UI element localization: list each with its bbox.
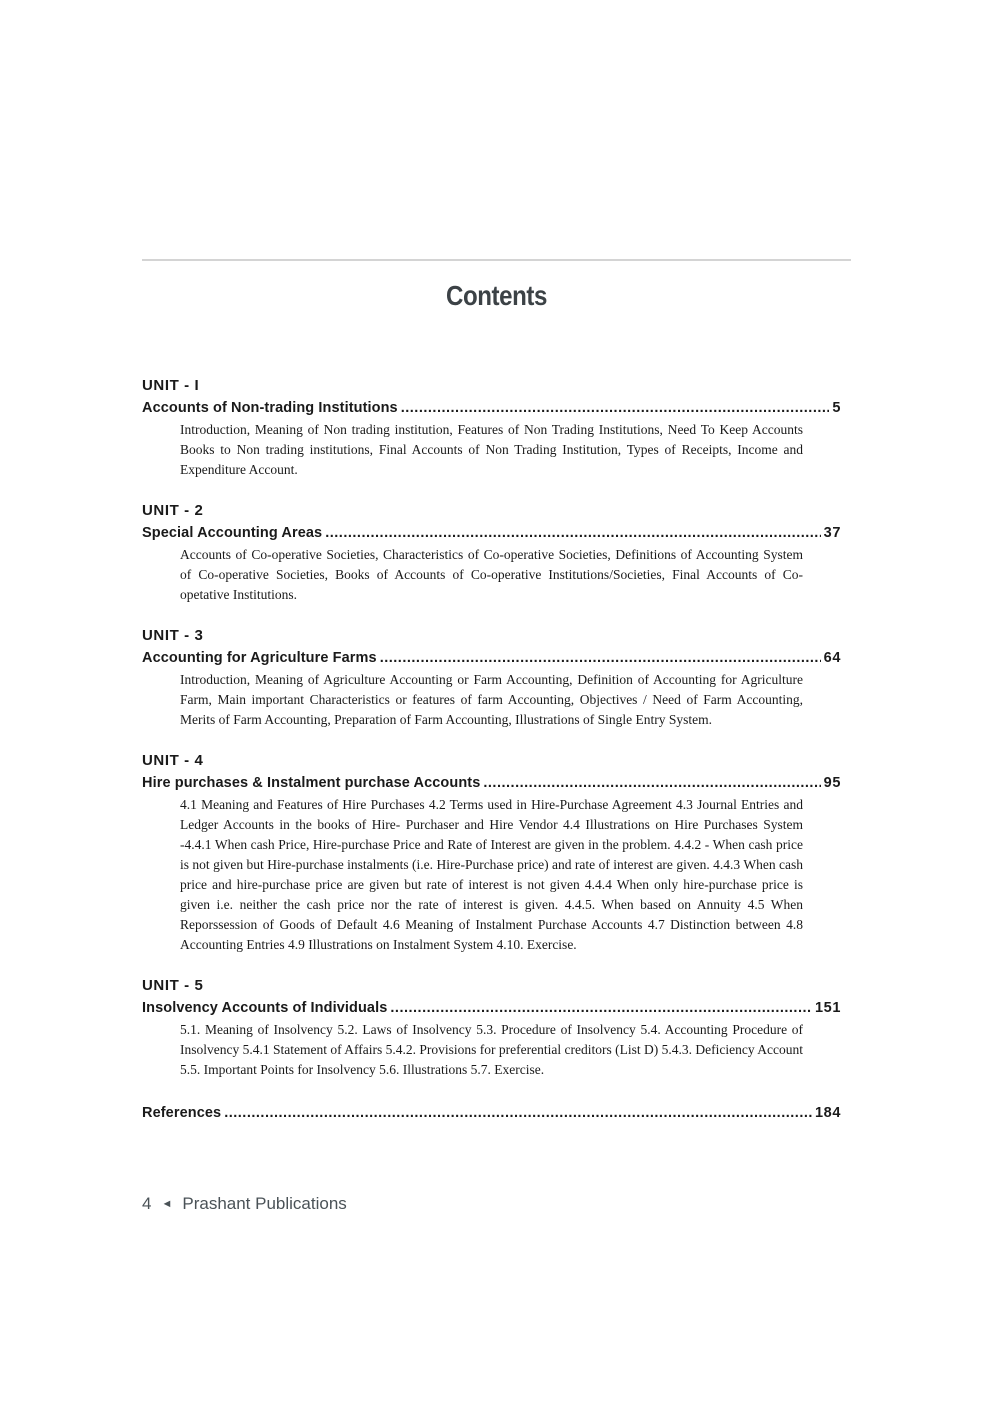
page-title: Contents — [446, 280, 547, 311]
unit-label: UNIT - 5 — [142, 977, 204, 994]
page-number: 95 — [823, 775, 841, 791]
left-arrow-icon: ◄ — [161, 1198, 173, 1210]
page-number: 184 — [815, 1105, 841, 1121]
unit-3 — [142, 626, 841, 730]
toc-entry[interactable] — [142, 771, 841, 795]
entry-description: Accounts of Co-operative Societies, Characteristics of Co-operative Societies, Definitions of Accounting System of Co-operative Societies, Books of Accounts of Co-operative Institutions/Societies, Final Accounts of Co-opetative Institutions. — [180, 547, 803, 602]
dot-leader — [483, 771, 820, 795]
table-of-contents — [142, 376, 841, 1125]
entry-title: Insolvency Accounts of Individuals — [142, 1000, 388, 1016]
entry-description: Introduction, Meaning of Agriculture Accounting or Farm Accounting, Definition of Accounting for Agriculture Farm, Main important Characteristics or features of farm Accounting, Objectives / Need of Farm Accounting, Merits of Farm Accounting, Preparation of Farm Accounting, Illustrations of Single Entry System. — [180, 672, 803, 727]
toc-entry[interactable] — [142, 646, 841, 670]
entry-description: Introduction, Meaning of Non trading institution, Features of Non Trading Institutions, Need To Keep Accounts Books to Non trading institutions, Final Accounts of Non Trading Institution, Types of Receipts, Income and Expenditure Account. — [180, 422, 803, 477]
unit-1 — [142, 376, 841, 480]
page-number: 151 — [815, 1000, 841, 1016]
entry-title: Special Accounting Areas — [142, 525, 323, 541]
dot-leader — [380, 646, 821, 670]
dot-leader — [390, 996, 812, 1020]
entry-description: 4.1 Meaning and Features of Hire Purchases 4.2 Terms used in Hire-Purchase Agreement 4.3 Journal Entries and Ledger Accounts in the books of Hire- Purchaser and Hire Vendor 4.4 Illustrations on Hire Purchases System -4.4.1 When cash Price, Hire-purchase Price and Rate of Interest are given in the problem. 4.4.2 - When cash price is not given but Hire-purchase instalments (i.e. Hire-Purchase price) and rate of interest are given. 4.4.3 When cash price and hire-purchase price are given but rate of interest is not given 4.4.4 When only hire-purchase price is given i.e. neither the cash price nor the rate of interest is given. 4.4.5. When based on Annuity 4.5 When Reporssession of Goods of Default 4.6 Meaning of Instalment Purchase Accounts 4.7 Distinction between 4.8 Accounting Entries 4.9 Illustrations on Instalment System 4.10. Exercise. — [180, 797, 803, 952]
dot-leader — [224, 1101, 812, 1125]
page-number: 5 — [832, 400, 841, 416]
publisher-name: Prashant Publications — [182, 1194, 347, 1213]
footer-page-number: 4 — [142, 1194, 152, 1213]
unit-2 — [142, 501, 841, 605]
top-rule — [142, 259, 851, 261]
page-footer — [142, 1194, 347, 1214]
dot-leader — [325, 521, 820, 545]
references-entry[interactable] — [142, 1101, 841, 1125]
unit-label: UNIT - 3 — [142, 627, 204, 644]
page-number: 37 — [823, 525, 841, 541]
entry-title: Accounts of Non-trading Institutions — [142, 400, 398, 416]
unit-4 — [142, 751, 841, 955]
unit-5 — [142, 976, 841, 1080]
entry-description: 5.1. Meaning of Insolvency 5.2. Laws of Insolvency 5.3. Procedure of Insolvency 5.4. Accounting Procedure of Insolvency 5.4.1 Statement of Affairs 5.4.2. Provisions for preferential creditors (List D) 5.4.3. Deficiency Account 5.5. Important Points for Insolvency 5.6. Illustrations 5.7. Exercise. — [180, 1022, 803, 1077]
toc-entry[interactable] — [142, 996, 841, 1020]
entry-title: Hire purchases & Instalment purchase Accounts — [142, 775, 481, 791]
page-number: 64 — [823, 650, 841, 666]
unit-label: UNIT - 2 — [142, 502, 204, 519]
toc-entry[interactable] — [142, 521, 841, 545]
entry-title: Accounting for Agriculture Farms — [142, 650, 377, 666]
toc-entry[interactable] — [142, 396, 841, 420]
unit-label: UNIT - I — [142, 377, 200, 394]
unit-label: UNIT - 4 — [142, 752, 204, 769]
dot-leader — [401, 396, 830, 420]
entry-title: References — [142, 1105, 222, 1121]
